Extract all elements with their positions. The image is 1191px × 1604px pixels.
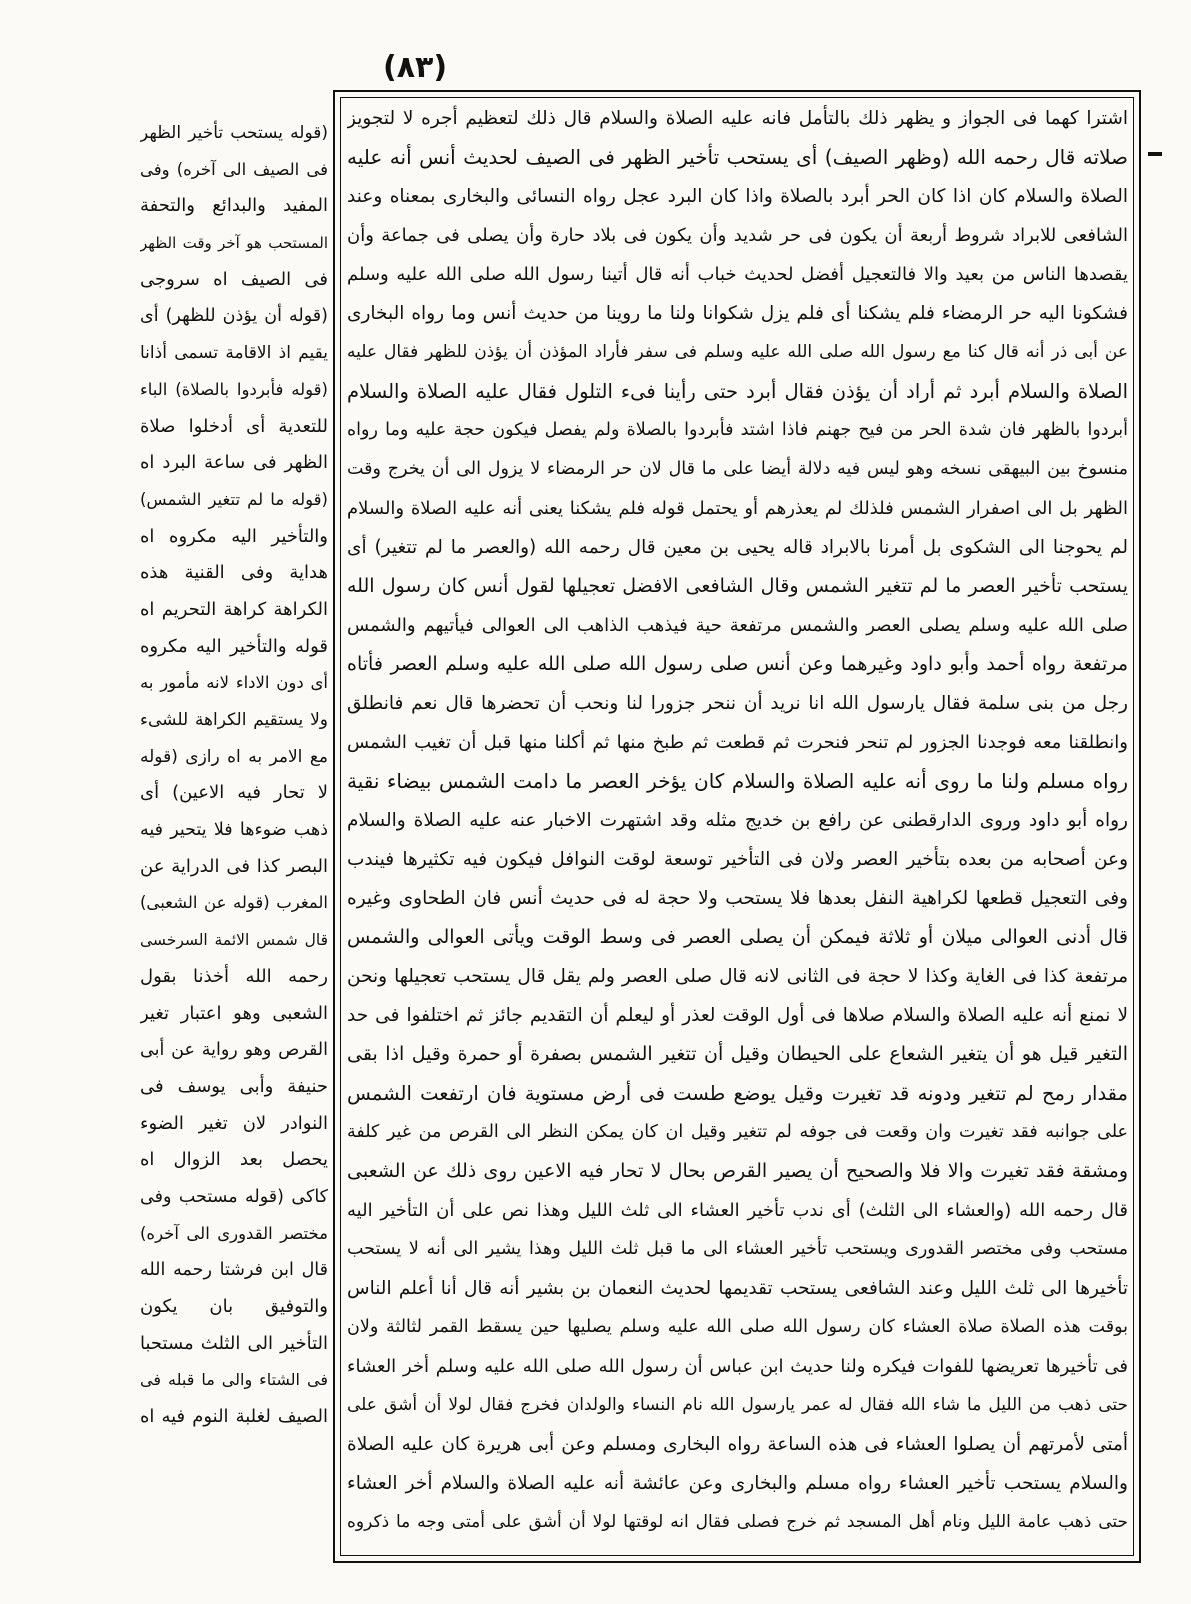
main-text-line: رواه مسلم ولنا ما روى أنه عليه الصلاة والسلام كان يؤخر العصر ما دامت الشمس بيضاء نقية: [347, 769, 1128, 793]
margin-note-line: المستحب هو آخر وقت الظهر: [140, 234, 328, 253]
main-text-line: فشكونا اليه حر الرمضاء فلم يشكنا أى فلم يزل شكوانا ولنا ما روينا من حديث أنس وما رواه البخارى: [347, 303, 1128, 324]
margin-note-line: البصر كذا فى الدراية عن: [140, 855, 328, 877]
main-text-line: عن أبى ذر أنه قال كنا مع رسول الله صلى الله عليه وسلم فى سفر فأراد المؤذن أن يؤذن للظهر فقال عليه: [347, 342, 1128, 362]
main-text-line: التغير قيل هو أن يتغير الشعاع على الحيطان وقيل أن تتغير الشمس بصفرة أو حمرة وقيل اذا بقى: [347, 1043, 1128, 1065]
margin-note-line: والتأخير اليه مكروه اه: [140, 525, 328, 547]
main-text-line: صلاته قال رحمه الله (وظهر الصيف) أى يستحب تأخير الظهر فى الصيف لحديث أنس أنه عليه: [347, 145, 1128, 169]
main-text-line: حتى ذهب من الليل ما شاء الله فقال له عمر يارسول الله نام النساء والولدان فخرج فقال لولا أن أشق على: [347, 1395, 1128, 1415]
main-text-line: منسوخ بين البيهقى نسخه وهو ليس فيه دلالة أيضا على ما قال لان حر الرمضاء لا يزول الى أن يخرج وقت: [347, 459, 1128, 479]
page-number: (٨٣): [382, 50, 448, 85]
main-text-line: لم يحوجنا الى الشكوى بل أمرنا بالابراد قاله يحيى بن معين قال رحمه الله (والعصر ما لم تتغير) أى: [347, 537, 1128, 558]
margin-note-line: يحصل بعد الزوال اه: [140, 1149, 328, 1171]
main-text-line: مرتفعة كذا فى الغاية وكذا لا حجة فى الثانى لانه قال صلى العصر ولم يقل قال يستحب تعجيلها ونحن: [347, 966, 1128, 987]
main-text-line: رواه أبو داود وروى الدارقطنى عن رافع بن خديج مثله وقد اشتهرت الاخبار عنه عليه الصلاة والسلام: [347, 810, 1128, 831]
main-text-line: رجل من بنى سلمة فقال يارسول الله انا نريد أن ننحر جزورا لنا ونحب أن تحضرها قال نعم فانطلق: [347, 693, 1128, 714]
margin-note-line: قال ابن فرشتا رحمه الله: [140, 1260, 328, 1281]
main-text-line: مرتفعة رواه أحمد وأبو داود وغيرهما وعن أنس صلى رسول الله صلى الله عليه وسلم العصر فأتاه: [347, 653, 1128, 675]
main-text-line: مستحب وفى مختصر القدورى ويستحب تأخير العشاء الى ما قبل ثلث الليل وهذا يشير الى أنه لا يستحب: [347, 1239, 1128, 1259]
main-text-line: وانطلقنا معه فوجدنا الجزور لم تنحر فنحرت ثم قطعت ثم طبخ منها ثم أكلنا منها قبل أن تغيب الشمس: [347, 732, 1128, 753]
margin-note-line: التأخير الى الثلث مستحبا: [140, 1332, 328, 1354]
main-text-line: الظهر بل الى اصفرار الشمس فلذلك لم يعذرهم أو يحتمل قوله فلم يشكنا يعنى أنه عليه الصلاة والسلام: [347, 498, 1128, 519]
main-text-line: الصلاة والسلام أبرد ثم أراد أن يؤذن فقال أبرد حتى رأينا فىء التلول فقال عليه الصلاة والسلام: [347, 380, 1128, 403]
main-text-line: مقدار رمح لم تتغير ودونه قد تغيرت وقيل يوضع طست فى أرض مستوية فان ارتفعت الشمس: [347, 1082, 1128, 1105]
main-text-line: حتى ذهب عامة الليل ونام أهل المسجد ثم خرج فصلى فقال انه لوقتها لولا أن أشق على أمتى وجه ما ذكروه: [347, 1512, 1128, 1532]
margin-note-line: (قوله ما لم تتغير الشمس): [140, 489, 328, 509]
main-text-line: والسلام يستحب تأخير العشاء رواه مسلم والبخارى وعن عائشة أنه عليه الصلاة والسلام أخر العشاء: [347, 1473, 1128, 1494]
margin-note-line: حنيفة وأبى يوسف فى: [140, 1075, 328, 1097]
margin-commentary: [140, 115, 328, 1436]
margin-note-line: أى دون الاداء لانه مأمور به: [140, 673, 328, 693]
margin-note-line: مع الامر به اه رازى (قوله: [140, 746, 328, 767]
main-text-line: أبردوا بالظهر فان شدة الحر من فيح جهنم فاذا اشتد فأبردوا بالصلاة ولم يفصل فيكون حجة عليه وما رواه: [347, 420, 1128, 440]
main-text-line: الشافعى للابراد شروط أربعة أن يكون فى حر شديد وأن يكون فى بلاد حارة وأن يصلى فى جماعة وأن: [347, 225, 1128, 246]
main-text-line: اشترا كهما فى الجواز و يظهر ذلك بالتأمل فانه عليه الصلاة والسلام قال ذلك لتعظيم أجره لا لتجويز: [347, 108, 1128, 129]
main-text-line: لا نمنع أنه عليه الصلاة والسلام صلاها فى أول الوقت لعذر أو ليعلم أن التقديم جائز ثم اختلفوا فى حد: [347, 1005, 1128, 1026]
margin-note-line: الصيف لغلبة النوم فيه اه: [140, 1406, 328, 1428]
main-text-line: وعن أصحابه من بعده بتأخير العصر ولان فى التأخير توسعة لوقت النوافل فيكون فيه تكثيرها فيندب: [347, 849, 1128, 870]
main-text-line: قال أدنى العوالى ميلان أو ثلاثة فيمكن أن يصلى العصر فى وسط الوقت ويأتى العوالى والشمس: [347, 926, 1128, 948]
margin-note-line: المغرب (قوله عن الشعبى): [140, 893, 328, 913]
main-text-line: تأخيرها الى ثلث الليل وعند الشافعى يستحب تقديمها لحديث النعمان بن بشير أنه قال أنا أعلم الناس: [347, 1278, 1128, 1299]
main-text-line: صلى الله عليه وسلم يصلى العصر والشمس مرتفعة حية فيذهب الذاهب الى العوالى فيأتيهم والشمس: [347, 615, 1128, 636]
main-text-line: الصلاة والسلام كان اذا كان الحر أبرد بالصلاة واذا كان البرد عجل رواه النسائى والبخارى بمعناه وعند: [347, 186, 1128, 207]
margin-note-line: كاكى (قوله مستحب وفى: [140, 1186, 328, 1207]
margin-note-line: الشعبى وهو اعتبار تغير: [140, 1002, 328, 1024]
margin-note-line: الظهر فى ساعة البرد اه: [140, 452, 328, 474]
main-text-line: على جوانبه فقد تغيرت وان وقعت فى جوفه لم تتغير وقيل ان كان يمكن النظر الى القرص من غير كلفة: [347, 1122, 1128, 1142]
main-text-line: بوقت هذه الصلاة صلاة العشاء كان رسول الله صلى الله عليه وسلم يصليها حين يسقط القمر لثالثة ولان: [347, 1317, 1128, 1337]
margin-note-line: ولا يستقيم الكراهة للشىء: [140, 710, 328, 730]
main-text-line: وفى التعجيل قطعها لكراهية النفل بعدها فلا يستحب ولا حجة له فى حديث أنس فان الطحاوى وغيره: [347, 888, 1128, 909]
margin-note-line: قال شمس الائمة السرخسى: [140, 931, 328, 950]
margin-note-line: والتوفيق بان يكون: [140, 1296, 328, 1317]
main-text-block: [347, 99, 1128, 1542]
main-text-line: أمتى لأمرتهم أن يصلوا العشاء فى هذه الساعة رواه البخارى ومسلم وعن أبى هريرة كان عليه الصلاة: [347, 1434, 1128, 1455]
margin-note-line: القرص وهو رواية عن أبى: [140, 1040, 328, 1061]
main-text-line: يستحب تأخير العصر ما لم تتغير الشمس وقال الشافعى الافضل تعجيلها لقول أنس كان رسول الله: [347, 575, 1128, 597]
margin-note-line: قوله والتأخير اليه مكروه: [140, 635, 328, 657]
main-text-line: فى تأخيرها تعريضها للفوات فيكره ولنا حديث ابن عباس أن رسول الله صلى الله عليه وسلم أخر العشاء: [347, 1356, 1128, 1377]
margin-note-line: هداية وفى القنية هذه: [140, 562, 328, 584]
margin-note-line: المفيد والبدائع والتحفة: [140, 195, 328, 217]
margin-note-line: ذهب ضوءها فلا يتحير فيه: [140, 820, 328, 841]
margin-note-line: (قوله فأبردوا بالصلاة) الباء: [140, 379, 328, 399]
margin-note-line: (قوله يستحب تأخير الظهر: [140, 123, 328, 143]
margin-note-line: فى الشتاء والى ما قبله فى: [140, 1370, 328, 1390]
margin-note-line: مختصر القدورى الى آخره): [140, 1223, 328, 1243]
margin-note-line: رحمه الله أخذنا بقول: [140, 965, 328, 987]
margin-note-line: الكراهة كراهة التحريم اه: [140, 598, 328, 620]
margin-note-line: النوادر لان تغير الضوء: [140, 1112, 328, 1134]
margin-note-line: فى الصيف اه سروجى: [140, 268, 328, 290]
margin-note-line: (قوله أن يؤذن للظهر) أى: [140, 306, 328, 327]
margin-note-line: يقيم اذ الاقامة تسمى أذانا: [140, 343, 328, 364]
margin-note-line: لا تحار فيه الاعين) أى: [140, 782, 328, 804]
main-text-line: يقصدها الناس من بعيد والا فالتعجيل أفضل لحديث خباب أنه قال أتينا رسول الله صلى الله عليه وسلم: [347, 264, 1128, 285]
scan-mark: [1148, 152, 1162, 156]
main-text-line: ومشقة فقد تغيرت والا فلا والصحيح أن يصير القرص بحال لا تحار فيه الاعين روى ذلك عن الشعبى: [347, 1160, 1128, 1182]
margin-note-line: للتعدية أى أدخلوا صلاة: [140, 415, 328, 437]
main-text-line: قال رحمه الله (والعشاء الى الثلث) أى ندب تأخير العشاء الى ثلث الليل وهذا نص على أن التأخير اليه: [347, 1200, 1128, 1221]
margin-note-line: فى الصيف الى آخره) وفى: [140, 159, 328, 179]
